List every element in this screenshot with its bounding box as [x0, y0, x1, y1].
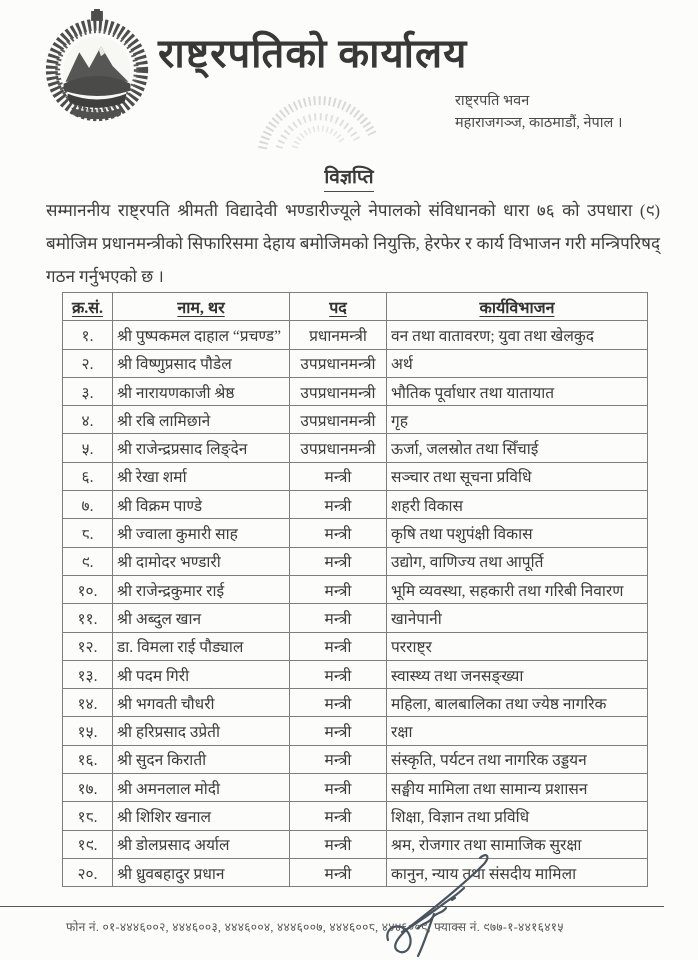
- footer-divider: [0, 906, 664, 907]
- cell-post: मन्त्री: [290, 604, 387, 632]
- cell-name: श्री सुदन किराती: [113, 745, 290, 773]
- cell-serial: ६.: [63, 462, 113, 490]
- faint-stamp-icon: [250, 76, 380, 150]
- cell-portfolio: गृह: [387, 406, 648, 434]
- cell-portfolio: खानेपानी: [387, 604, 648, 632]
- cell-serial: १५.: [63, 717, 113, 745]
- table-row: [63, 519, 648, 547]
- header-row: [63, 293, 648, 321]
- cell-portfolio: कृषि तथा पशुपंक्षी विकास: [387, 519, 648, 547]
- cell-portfolio: श्रम, रोजगार तथा सामाजिक सुरक्षा: [387, 830, 648, 858]
- cell-serial: ४.: [63, 406, 113, 434]
- cell-portfolio: अर्थ: [387, 349, 648, 377]
- col-header-name: नाम, थर: [113, 293, 290, 321]
- cell-portfolio: रक्षा: [387, 717, 648, 745]
- cell-post: मन्त्री: [290, 717, 387, 745]
- cell-name: श्री अमनलाल मोदी: [113, 774, 290, 802]
- cell-serial: २०.: [63, 858, 113, 886]
- table-row: [63, 406, 648, 434]
- signature-icon: [372, 848, 504, 958]
- cell-name: श्री शिशिर खनाल: [113, 802, 290, 830]
- cell-serial: १८.: [63, 802, 113, 830]
- cell-name: श्री राजेन्द्रप्रसाद लिङ्देन: [113, 434, 290, 462]
- cell-serial: १४.: [63, 689, 113, 717]
- cell-portfolio: उद्योग, वाणिज्य तथा आपूर्ति: [387, 547, 648, 575]
- table-row: [63, 575, 648, 603]
- notice-body: सम्माननीय राष्ट्रपति श्रीमती विद्यादेवी भण्डारीज्यूले नेपालको संविधानको धारा ७६ को उपधारा (९) बमोजिम प्रधानमन्त्रीको सिफारिसमा देहाय बमोजिमको नियुक्ति, हेरफेर र कार्य विभाजन गरी मन्त्रिपरिषद् गठन गर्नुभएको छ ।: [46, 201, 660, 286]
- table-row: [63, 321, 648, 349]
- cell-post: उपप्रधानमन्त्री: [290, 434, 387, 462]
- cell-post: उपप्रधानमन्त्री: [290, 377, 387, 405]
- cell-serial: १.: [63, 321, 113, 349]
- cell-name: श्री राजेन्द्रकुमार राई: [113, 575, 290, 603]
- cell-portfolio: परराष्ट्र: [387, 632, 648, 660]
- cell-serial: १६.: [63, 745, 113, 773]
- cell-name: श्री पदम गिरी: [113, 660, 290, 688]
- cell-portfolio: शिक्षा, विज्ञान तथा प्रविधि: [387, 802, 648, 830]
- col-header-portfolio: कार्यविभाजन: [387, 293, 648, 321]
- cell-portfolio: संस्कृति, पर्यटन तथा नागरिक उड्डयन: [387, 745, 648, 773]
- office-title: राष्ट्रपतिको कार्यालय: [158, 31, 468, 76]
- cell-post: मन्त्री: [290, 547, 387, 575]
- table-row: [63, 745, 648, 773]
- table-row: [63, 491, 648, 519]
- cell-serial: १९.: [63, 830, 113, 858]
- cell-post: मन्त्री: [290, 519, 387, 547]
- table-row: [63, 660, 648, 688]
- cell-post: मन्त्री: [290, 689, 387, 717]
- cell-serial: २.: [63, 349, 113, 377]
- cell-name: श्री ज्वाला कुमारी साह: [113, 519, 290, 547]
- cell-name: श्री अब्दुल खान: [113, 604, 290, 632]
- cell-name: श्री रेखा शर्मा: [113, 462, 290, 490]
- table-row: [63, 604, 648, 632]
- notice-title-wrap: [0, 163, 698, 192]
- cell-portfolio: कानुन, न्याय तथा संसदीय मामिला: [387, 858, 648, 886]
- table-row: [63, 717, 648, 745]
- footer-contact: फोन नं. ०१-४४४६००२, ४४४६००३, ४४४६००४, ४४४६००७, ४४४६००८, ४४४६००९, फ्याक्स नं. ९७७-१-४४१६४१५: [66, 920, 564, 934]
- cell-serial: १३.: [63, 660, 113, 688]
- cell-name: डा. विमला राई पौड्याल: [113, 632, 290, 660]
- cell-serial: ९.: [63, 547, 113, 575]
- table-row: [63, 689, 648, 717]
- cabinet-table: [62, 292, 648, 887]
- cell-post: मन्त्री: [290, 802, 387, 830]
- cell-name: श्री ध्रुवबहादुर प्रधान: [113, 858, 290, 886]
- table-row: [63, 462, 648, 490]
- cell-name: श्री पुष्पकमल दाहाल “प्रचण्ड”: [113, 321, 290, 349]
- cell-post: मन्त्री: [290, 660, 387, 688]
- cell-post: मन्त्री: [290, 491, 387, 519]
- cell-name: श्री रबि लामिछाने: [113, 406, 290, 434]
- cabinet-table-body: [63, 321, 648, 887]
- table-row: [63, 830, 648, 858]
- table-row: [63, 349, 648, 377]
- cell-portfolio: सङ्घीय मामिला तथा सामान्य प्रशासन: [387, 774, 648, 802]
- cell-name: श्री हरिप्रसाद उप्रेती: [113, 717, 290, 745]
- cell-serial: ७.: [63, 491, 113, 519]
- nepal-emblem-icon: [38, 8, 156, 132]
- cell-name: श्री दामोदर भण्डारी: [113, 547, 290, 575]
- col-header-serial: क्र.सं.: [63, 293, 113, 321]
- cell-name: श्री भगवती चौधरी: [113, 689, 290, 717]
- cell-post: उपप्रधानमन्त्री: [290, 349, 387, 377]
- table-row: [63, 774, 648, 802]
- cell-post: मन्त्री: [290, 575, 387, 603]
- cell-name: श्री डोलप्रसाद अर्याल: [113, 830, 290, 858]
- cell-post: मन्त्री: [290, 858, 387, 886]
- cell-portfolio: भौतिक पूर्वाधार तथा यातायात: [387, 377, 648, 405]
- cell-post: मन्त्री: [290, 632, 387, 660]
- cell-portfolio: स्वास्थ्य तथा जनसङ्ख्या: [387, 660, 648, 688]
- cell-post: मन्त्री: [290, 745, 387, 773]
- cell-portfolio: सञ्चार तथा सूचना प्रविधि: [387, 462, 648, 490]
- cell-serial: ११.: [63, 604, 113, 632]
- table-row: [63, 434, 648, 462]
- cell-post: मन्त्री: [290, 830, 387, 858]
- cell-name: श्री नारायणकाजी श्रेष्ठ: [113, 377, 290, 405]
- address-line-2: महाराजगञ्ज, काठमाडौं, नेपाल ।: [455, 115, 623, 131]
- table-row: [63, 858, 648, 886]
- office-address: [455, 90, 623, 134]
- col-header-post: पद: [290, 293, 387, 321]
- cell-serial: १०.: [63, 575, 113, 603]
- cell-name: श्री विष्णुप्रसाद पौडेल: [113, 349, 290, 377]
- cabinet-table-head: [63, 293, 648, 321]
- cell-portfolio: वन तथा वातावरण; युवा तथा खेलकुद: [387, 321, 648, 349]
- cell-serial: ८.: [63, 519, 113, 547]
- address-line-1: राष्ट्रपति भवन: [455, 93, 530, 109]
- cell-portfolio: शहरी विकास: [387, 491, 648, 519]
- notice-title: विज्ञप्ति: [324, 163, 373, 192]
- cell-portfolio: महिला, बालबालिका तथा ज्येष्ठ नागरिक: [387, 689, 648, 717]
- cell-portfolio: भूमि व्यवस्था, सहकारी तथा गरिबी निवारण: [387, 575, 648, 603]
- cell-name: श्री विक्रम पाण्डे: [113, 491, 290, 519]
- cell-post: उपप्रधानमन्त्री: [290, 406, 387, 434]
- cell-post: प्रधानमन्त्री: [290, 321, 387, 349]
- cell-serial: ३.: [63, 377, 113, 405]
- cell-serial: १२.: [63, 632, 113, 660]
- cell-serial: १७.: [63, 774, 113, 802]
- table-row: [63, 377, 648, 405]
- table-row: [63, 802, 648, 830]
- table-row: [63, 632, 648, 660]
- table-row: [63, 547, 648, 575]
- cell-post: मन्त्री: [290, 774, 387, 802]
- cell-post: मन्त्री: [290, 462, 387, 490]
- cell-serial: ५.: [63, 434, 113, 462]
- cell-portfolio: ऊर्जा, जलस्रोत तथा सिँचाई: [387, 434, 648, 462]
